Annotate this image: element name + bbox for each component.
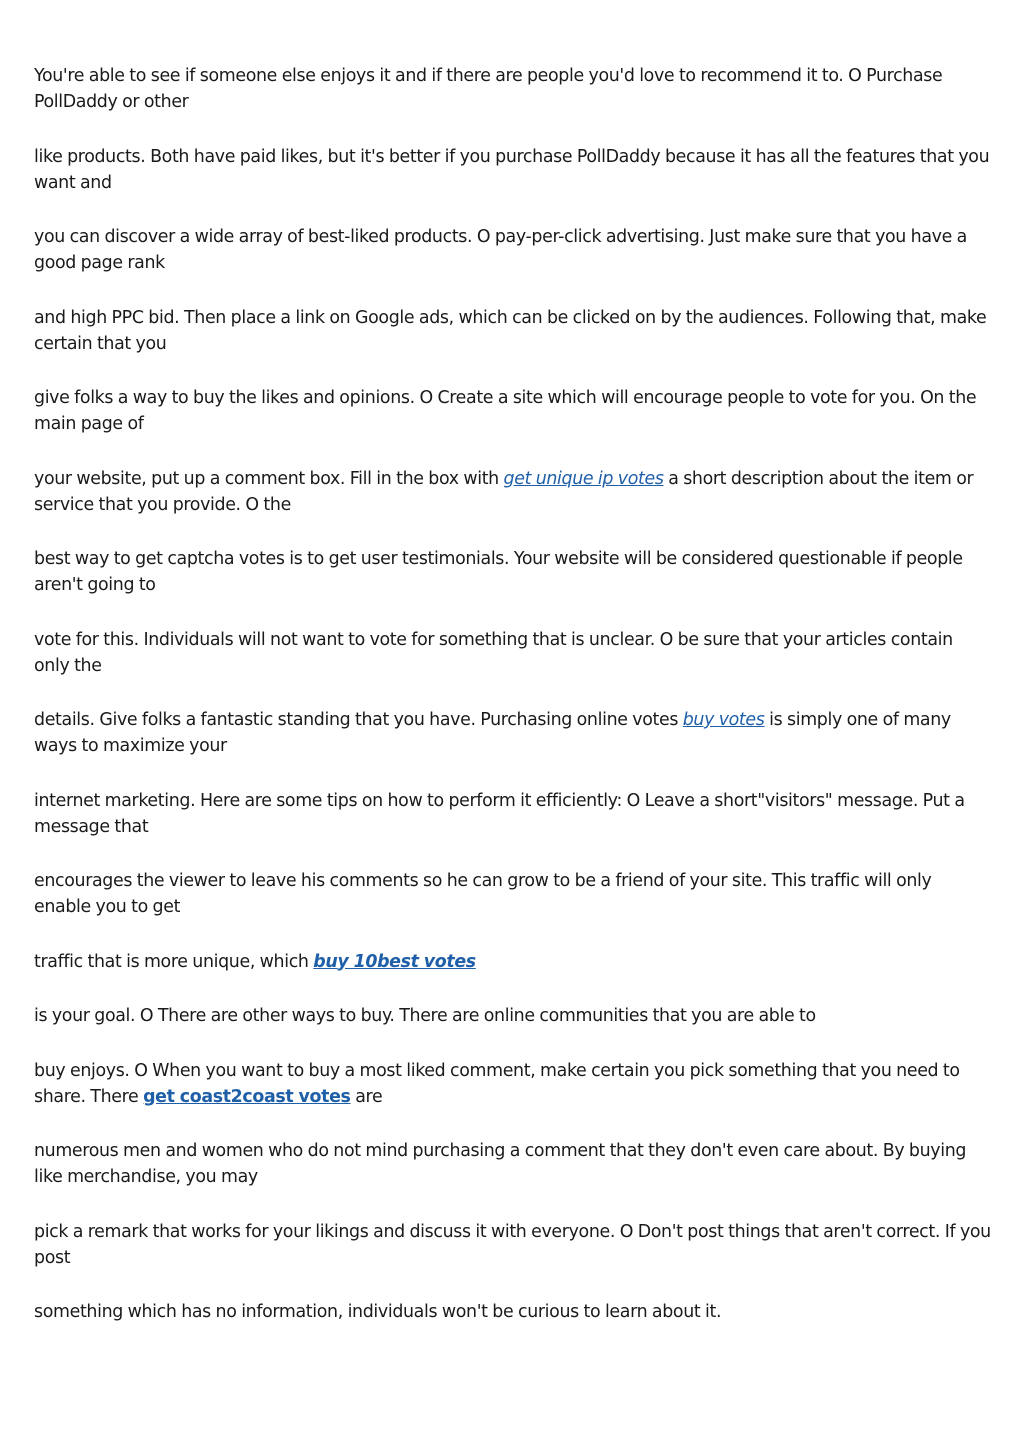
paragraph: [34, 144, 992, 196]
paragraph-text: numerous men and women who do not mind purchasing a comment that they don't even care about. By buying like merchandise, you may: [34, 1141, 967, 1187]
paragraph-text: best way to get captcha votes is to get user testimonials. Your website will be considered questionable if people aren't going to: [34, 549, 963, 595]
paragraph: [34, 1058, 992, 1110]
paragraph: [34, 707, 992, 759]
paragraph-text: like products. Both have paid likes, but it's better if you purchase PollDaddy because it has all the features that you want and: [34, 146, 990, 193]
paragraph: [34, 385, 992, 437]
paragraph-text: vote for this. Individuals will not want to vote for something that is unclear. O be sure that your articles contain only the: [34, 629, 953, 676]
paragraph: [34, 1003, 992, 1029]
paragraph: [34, 63, 992, 115]
paragraph-text: is your goal. O There are other ways to buy. There are online communities that you are able to: [34, 1006, 816, 1026]
paragraph-text: are: [350, 1086, 383, 1107]
paragraph-text: give folks a way to buy the likes and opinions. O Create a site which will encourage people to vote for you. On the main page of: [34, 388, 977, 434]
paragraph: [34, 1219, 992, 1271]
paragraph-text: You're able to see if someone else enjoys it and if there are people you'd love to recommend it to. O Purchase PollDaddy or other: [34, 66, 943, 112]
document-body: [34, 63, 992, 1354]
paragraph: [34, 1138, 992, 1190]
paragraph: [34, 224, 992, 276]
paragraph: [34, 1299, 992, 1325]
paragraph: [34, 868, 992, 920]
paragraph: [34, 788, 992, 840]
paragraph-text: internet marketing. Here are some tips on how to perform it efficiently: O Leave a short"visitors" message. Put a message that: [34, 790, 965, 837]
paragraph: [34, 949, 992, 975]
get-unique-ip-votes-link[interactable]: get unique ip votes: [503, 468, 664, 489]
paragraph-text: you can discover a wide array of best-liked products. O pay-per-click advertising. Just make sure that you have a good page rank: [34, 227, 967, 273]
paragraph-text: pick a remark that works for your likings and discuss it with everyone. O Don't post things that aren't correct. If you post: [34, 1221, 991, 1268]
paragraph-text: encourages the viewer to leave his comments so he can grow to be a friend of your site. This traffic will only enable you to get: [34, 871, 932, 917]
paragraph-text: something which has no information, individuals won't be curious to learn about it.: [34, 1302, 722, 1322]
paragraph: [34, 305, 992, 357]
paragraph-text: details. Give folks a fantastic standing that you have. Purchasing online votes: [34, 710, 683, 730]
paragraph-text: traffic that is more unique, which: [34, 951, 314, 972]
buy-votes-link[interactable]: buy votes: [682, 710, 765, 730]
paragraph-text: and high PPC bid. Then place a link on Google ads, which can be clicked on by the audiences. Following that, make certain that you: [34, 307, 987, 354]
paragraph-text: is simply one of many ways to maximize your: [34, 710, 951, 756]
buy-10best-votes-link[interactable]: buy 10best votes: [313, 951, 476, 972]
paragraph-text: your website, put up a comment box. Fill in the box with: [34, 468, 504, 489]
paragraph-text: a short description about the item or service that you provide. O the: [34, 468, 974, 515]
paragraph: [34, 627, 992, 679]
paragraph-text: buy enjoys. O When you want to buy a most liked comment, make certain you pick something that you need to share. There: [34, 1060, 960, 1107]
get-coast2coast-votes-link[interactable]: get coast2coast votes: [143, 1086, 351, 1107]
paragraph: [34, 546, 992, 598]
paragraph: [34, 466, 992, 518]
